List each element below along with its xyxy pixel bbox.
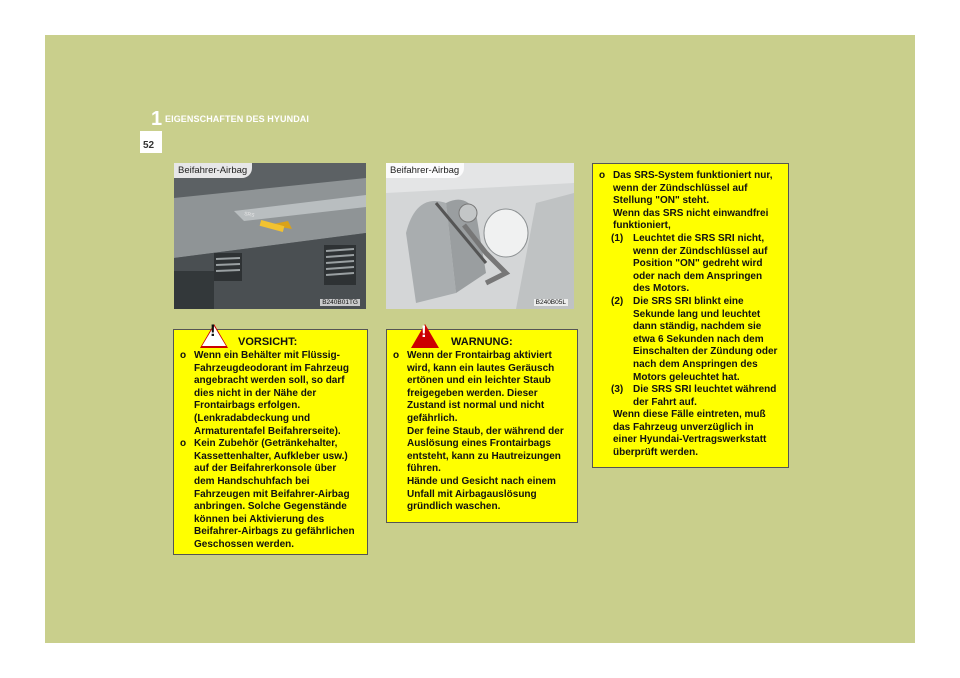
bullet-marker: o — [599, 170, 606, 181]
text-line: Kassettenhalter, Aufkleber usw.) — [194, 450, 348, 462]
text-line: Wenn diese Fälle eintreten, muß — [613, 409, 766, 421]
caution-title: VORSICHT: — [238, 336, 298, 348]
text-line: können bei Aktivierung des — [194, 513, 325, 525]
text-line: auf der Beifahrerkonsole über — [194, 463, 337, 475]
item-number: (1) — [611, 232, 624, 244]
photo-code: B240B05L — [535, 299, 566, 306]
text-line: Das SRS-System funktioniert nur, — [613, 170, 773, 181]
text-line: Geschossen werden. — [194, 538, 295, 550]
text-line: Sekunde lang und leuchtet — [633, 308, 761, 320]
text-line: dem Handschuhfach bei — [194, 475, 310, 487]
text-line: angebracht werden soll, so darf — [194, 375, 345, 387]
srs-outro — [599, 409, 782, 459]
page-number: 52 — [143, 140, 155, 151]
numbered-item — [611, 233, 782, 296]
caution-items — [180, 350, 361, 552]
text-line: das Fahrzeug unverzüglich in — [613, 421, 754, 433]
text-line: Fahrzeugdeodorant im Fahrzeug — [194, 362, 350, 374]
warning-items — [393, 350, 573, 514]
text-line: Kein Zubehör (Getränkehalter, — [194, 438, 338, 450]
text-line: Beifahrer-Airbags zu gefährlichen — [194, 526, 355, 538]
exclamation-icon: ! — [421, 322, 427, 341]
text-line: Unfall mit Airbagauslösung — [407, 488, 537, 500]
text-line: funktioniert, — [613, 220, 671, 232]
text-line: wenn der Zündschlüssel auf — [633, 245, 768, 257]
dashboard-illustration — [174, 163, 366, 309]
text-line: Wenn ein Behälter mit Flüssig- — [194, 350, 340, 361]
text-line: oder nach dem Anspringen — [633, 270, 763, 282]
caution-box — [173, 321, 368, 555]
bullet-item — [180, 350, 361, 438]
item-number: (2) — [611, 295, 624, 307]
bullet-marker: o — [180, 438, 187, 450]
photo-code: B240B01TG — [322, 299, 358, 306]
warning-title: WARNUNG: — [451, 336, 513, 348]
text-line: nach dem Anspringen des — [633, 358, 758, 370]
exclamation-icon: ! — [210, 321, 216, 340]
text-line: (Lenkradabdeckung und — [194, 412, 311, 424]
dashboard-airbag-photo — [174, 163, 366, 309]
text-line: Fahrzeugen mit Beifahrer-Airbag — [194, 488, 350, 500]
text-line: gefährlich. — [407, 412, 458, 424]
text-line: Die SRS SRI leuchtet während — [633, 384, 777, 396]
warning-box — [386, 322, 578, 523]
bullet-item — [599, 170, 782, 233]
text-line: Position "ON" gedreht wird — [633, 258, 763, 270]
airbag-deployment-photo — [386, 163, 574, 309]
bullet-item — [180, 438, 361, 551]
text-line: Armaturentafel Beifahrerseite). — [194, 425, 341, 437]
text-line: Motors geleuchtet hat. — [633, 371, 740, 383]
text-line: überprüft werden. — [613, 447, 699, 459]
text-line: dann ständig, nachdem sie — [633, 321, 762, 333]
text-line: Hände und Gesicht nach einem — [407, 475, 556, 487]
svg-text:SRS: SRS — [243, 211, 255, 219]
bullet-item — [393, 350, 573, 514]
text-line: ertönen und ein leichter Staub — [407, 375, 551, 387]
text-line: Leuchtet die SRS SRI nicht, — [633, 232, 765, 244]
text-line: entsteht, kann zu Hautreizungen — [407, 450, 561, 462]
text-line: einer Hyundai-Vertragswerkstatt — [613, 434, 767, 446]
chapter-title: EIGENSCHAFTEN DES HYUNDAI — [165, 114, 310, 124]
text-line: des Motors. — [633, 283, 690, 295]
text-line: Auslösung eines Frontairbags — [407, 438, 551, 450]
text-line: Einschalten der Zündung oder — [633, 346, 778, 358]
text-line: Der feine Staub, der während der — [407, 425, 564, 437]
numbered-item — [611, 384, 782, 409]
text-line: führen. — [407, 463, 441, 475]
text-line: gründlich waschen. — [407, 501, 501, 513]
text-line: Frontairbags erfolgen. — [194, 400, 301, 412]
photo-label: Beifahrer-Airbag — [174, 163, 252, 178]
text-line: etwa 6 Sekunden nach dem — [633, 333, 764, 345]
deployment-illustration — [386, 163, 574, 309]
srs-info-box — [592, 163, 789, 468]
text-line: Wenn das SRS nicht einwandfrei — [613, 207, 769, 219]
text-line: freigegeben werden. Dieser — [407, 387, 538, 399]
photo-label: Beifahrer-Airbag — [386, 163, 464, 178]
text-line: Stellung "ON" steht. — [613, 195, 710, 207]
bullet-marker: o — [180, 350, 187, 361]
text-line: wenn der Zündschlüssel auf — [613, 182, 748, 194]
text-line: Zustand ist normal und nicht — [407, 400, 545, 412]
text-line: wird, kann ein lautes Geräusch — [407, 362, 555, 374]
chapter-number: 1 — [151, 108, 163, 130]
numbered-item — [611, 296, 782, 384]
text-line: Die SRS SRI blinkt eine — [633, 295, 744, 307]
item-number: (3) — [611, 384, 624, 396]
text-line: der Fahrt auf. — [633, 396, 697, 408]
srs-content — [599, 170, 782, 460]
bullet-marker: o — [393, 350, 400, 361]
text-line: dies nicht in der Nähe der — [194, 387, 317, 399]
text-line: anbringen. Solche Gegenstände — [194, 501, 347, 513]
text-line: Wenn der Frontairbag aktiviert — [407, 350, 552, 361]
